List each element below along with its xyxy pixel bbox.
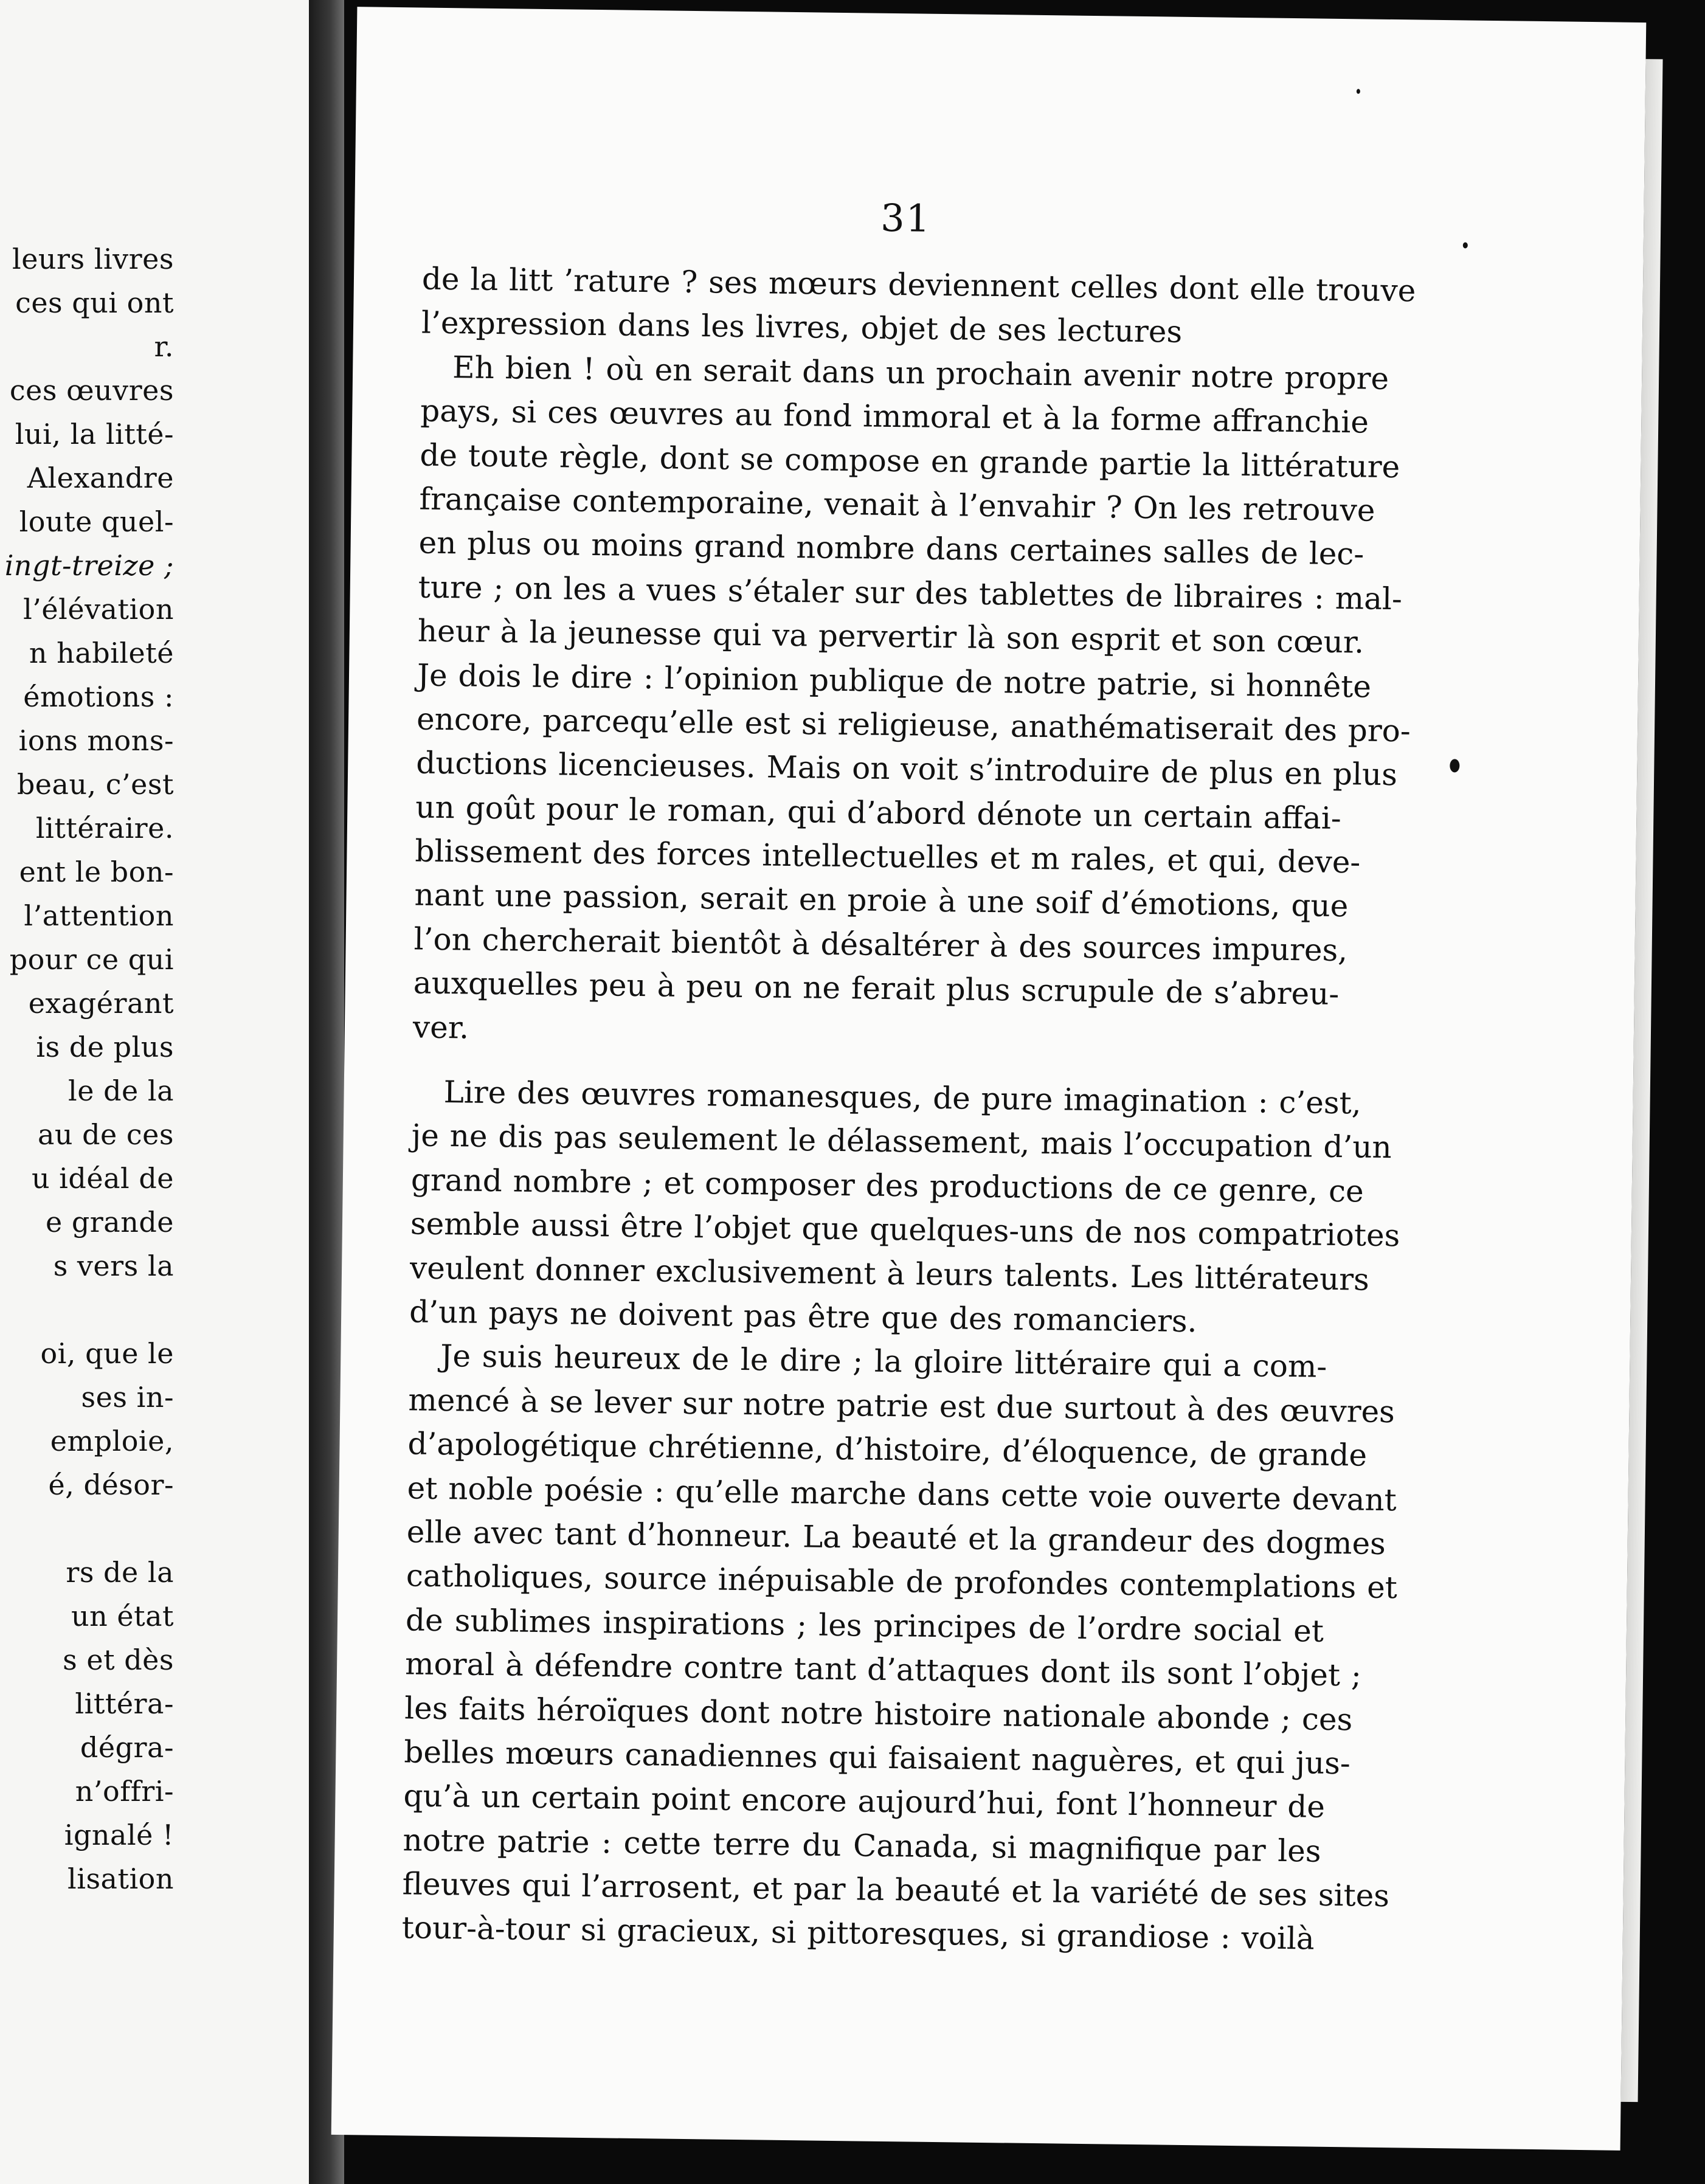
left-page-line: lui, la litté- bbox=[15, 418, 174, 451]
text-line: veulent donner exclusivement à leurs talents. Les littérateurs bbox=[409, 1249, 1370, 1298]
left-page-line: emploie, bbox=[50, 1425, 174, 1457]
text-line: française contemporaine, venait à l’envahir ? On les retrouve bbox=[419, 481, 1375, 528]
ink-speck bbox=[1450, 759, 1459, 772]
text-line: moral à défendre contre tant d’attaques dont ils sont l’objet ; bbox=[404, 1646, 1362, 1693]
left-page-line: leurs livres bbox=[12, 243, 174, 275]
text-line: d’un pays ne doivent pas être que des romanciers. bbox=[409, 1294, 1197, 1339]
text-line: l’expression dans les livres, objet de ses lectures bbox=[421, 305, 1183, 350]
text-line: pays, si ces œuvres au fond immoral et à la forme affranchie bbox=[420, 393, 1369, 440]
left-page-line: le de la bbox=[68, 1074, 174, 1107]
text-line: de la litt ’rature ? ses mœurs deviennent celles dont elle trouve bbox=[421, 261, 1416, 309]
text-line: ture ; on les a vues s’étaler sur des tablettes de libraires : mal- bbox=[418, 569, 1403, 617]
left-page-line: is de plus bbox=[36, 1031, 174, 1063]
left-page-line: ces œuvres bbox=[9, 374, 174, 407]
text-line: ver. bbox=[412, 1009, 469, 1046]
text-line: de sublimes inspirations ; les principes de l’ordre social et bbox=[405, 1602, 1324, 1649]
text-line: l’on chercherait bientôt à désaltérer à des sources impures, bbox=[413, 921, 1348, 969]
text-line: Eh bien ! où en serait dans un prochain avenir notre propre bbox=[452, 349, 1389, 396]
left-page-line: s vers la bbox=[53, 1249, 174, 1282]
paragraph bbox=[421, 257, 1416, 356]
text-line: encore, parcequ’elle est si religieuse, anathématiserait des pro- bbox=[416, 701, 1411, 749]
left-page-line: s et dès bbox=[63, 1643, 174, 1676]
left-page-line: au de ces bbox=[37, 1118, 174, 1151]
paragraph bbox=[412, 345, 1411, 1060]
left-page-line: n habileté bbox=[29, 637, 174, 669]
text-line: tour-à-tour si gracieux, si pittoresques, si grandiose : voilà bbox=[401, 1910, 1315, 1957]
text-line: auxquelles peu à peu on ne ferait plus scrupule de s’abreu- bbox=[413, 965, 1340, 1012]
left-page-line: ces qui ont bbox=[15, 286, 174, 319]
ink-speck bbox=[1357, 89, 1360, 94]
text-line: qu’à un certain point encore aujourd’hui, font l’honneur de bbox=[403, 1778, 1326, 1825]
ink-speck bbox=[1463, 242, 1468, 248]
text-line: je ne dis pas seulement le délassement, mais l’occupation d’un bbox=[411, 1118, 1392, 1166]
left-page-line: littéra- bbox=[75, 1687, 174, 1720]
text-line: notre patrie : cette terre du Canada, si magnifique par les bbox=[403, 1822, 1321, 1869]
text-line: en plus ou moins grand nombre dans certaines salles de lec- bbox=[418, 525, 1364, 572]
text-line: nant une passion, serait en proie à une soif d’émotions, que bbox=[414, 877, 1349, 924]
left-page-line: Alexandre bbox=[27, 461, 174, 494]
left-page-line: rs de la bbox=[66, 1556, 174, 1589]
page-number: 31 bbox=[880, 195, 932, 241]
text-line: les faits héroïques dont notre histoire nationale abonde ; ces bbox=[404, 1690, 1353, 1737]
left-page-line: émotions : bbox=[23, 680, 174, 713]
text-line: blissement des forces intellectuelles et m rales, et qui, deve- bbox=[415, 833, 1361, 880]
text-line: semble aussi être l’objet que quelques-uns de nos compatriotes bbox=[410, 1206, 1400, 1254]
text-line: un goût pour le roman, qui d’abord dénote un certain affai- bbox=[415, 789, 1342, 836]
text-line: ductions licencieuses. Mais on voit s’introduire de plus en plus bbox=[415, 745, 1398, 793]
left-page-line: l’élévation bbox=[23, 593, 174, 626]
text-line: de toute règle, dont se compose en grande partie la littérature bbox=[420, 437, 1400, 485]
left-page-line: ent le bon- bbox=[19, 855, 174, 888]
paragraph bbox=[401, 1334, 1398, 1961]
text-line: belles mœurs canadiennes qui faisaient naguères, et qui jus- bbox=[404, 1734, 1351, 1781]
text-line: Je suis heureux de le dire ; la gloire littéraire qui a com- bbox=[440, 1338, 1327, 1385]
left-page-line: littéraire. bbox=[35, 812, 174, 845]
left-page-line: beau, c’est bbox=[16, 768, 174, 801]
left-page-text bbox=[0, 0, 309, 2184]
left-page-line: ses in- bbox=[81, 1381, 174, 1414]
right-page bbox=[331, 7, 1647, 2151]
left-page-line: ignalé ! bbox=[64, 1819, 174, 1851]
text-line: grand nombre ; et composer des productions de ce genre, ce bbox=[410, 1162, 1364, 1209]
left-page-line: u idéal de bbox=[31, 1162, 174, 1195]
page-edge bbox=[1621, 59, 1663, 2102]
paragraph bbox=[409, 1070, 1400, 1345]
left-page-line: e grande bbox=[46, 1206, 174, 1239]
text-line: Je dois le dire : l’opinion publique de notre patrie, si honnête bbox=[417, 657, 1372, 705]
left-page-line: dégra- bbox=[80, 1731, 174, 1764]
left-page-line: n’offri- bbox=[75, 1775, 174, 1808]
left-page-line: r. bbox=[154, 330, 174, 363]
left-page-line: oi, que le bbox=[40, 1337, 174, 1370]
left-page-line: pour ce qui bbox=[9, 943, 174, 976]
left-page-line: ingt-treize ; bbox=[4, 549, 174, 582]
left-page-line: ions mons- bbox=[18, 724, 174, 757]
text-line: elle avec tant d’honneur. La beauté et la grandeur des dogmes bbox=[406, 1514, 1386, 1561]
text-line: d’apologétique chrétienne, d’histoire, d’éloquence, de grande bbox=[407, 1426, 1368, 1473]
left-page-line: lisation bbox=[67, 1862, 174, 1895]
left-page-line: un état bbox=[71, 1600, 174, 1633]
text-line: heur à la jeunesse qui va pervertir là son esprit et son cœur. bbox=[417, 613, 1364, 660]
left-page-line: l’attention bbox=[24, 899, 174, 932]
left-page-line: exagérant bbox=[28, 987, 174, 1020]
text-line: mencé à se lever sur notre patrie est due surtout à des œuvres bbox=[408, 1382, 1395, 1429]
text-line: fleuves qui l’arrosent, et par la beauté et la variété de ses sites bbox=[402, 1866, 1390, 1914]
left-page-line: é, désor- bbox=[48, 1468, 174, 1501]
left-facing-page bbox=[0, 0, 309, 2184]
text-line: Lire des œuvres romanesques, de pure imagination : c’est, bbox=[443, 1074, 1361, 1121]
body-text bbox=[401, 257, 1416, 1961]
left-page-line: loute quel- bbox=[19, 505, 174, 538]
text-line: catholiques, source inépuisable de profondes contemplations et bbox=[406, 1558, 1398, 1606]
text-line: et noble poésie : qu’elle marche dans cette voie ouverte devant bbox=[407, 1470, 1397, 1518]
